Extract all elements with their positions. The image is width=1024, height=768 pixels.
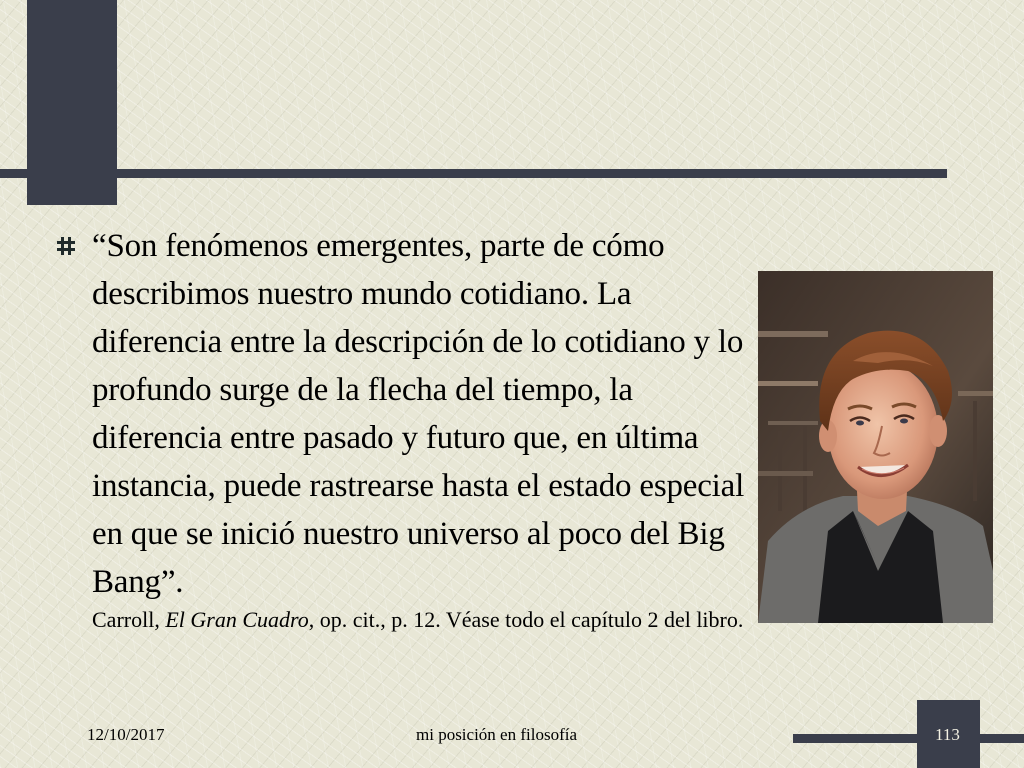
portrait-photo [758,271,993,623]
footer-page-number: 113 [935,725,960,744]
bottom-decorative-rule-right [980,734,1024,743]
citation [92,606,752,634]
footer-title: mi posición en filosofía [416,725,578,744]
footer-date: 12/10/2017 [87,725,165,744]
citation-rest: , op. cit., p. 12. Véase todo el capítulo 2 del libro. [308,607,744,632]
quote-text: “Son fenómenos emergentes, parte de cómo describimos nuestro mundo cotidiano. La diferencia entre la descripción de lo cotidiano y lo profundo surge de la flecha del tiempo, la diferencia entre pasado y futuro que, en última instancia, puede rastrearse hasta el estado especial en que se inició nuestro universo al poco del Big Bang”. [92,228,745,600]
quote-block [92,222,752,634]
citation-book-title: El Gran Cuadro [165,607,309,632]
bottom-decorative-rule-left [793,734,917,743]
top-decorative-rule [0,169,947,178]
hash-bullet-icon [56,236,76,256]
citation-author: Carroll, [92,607,166,632]
